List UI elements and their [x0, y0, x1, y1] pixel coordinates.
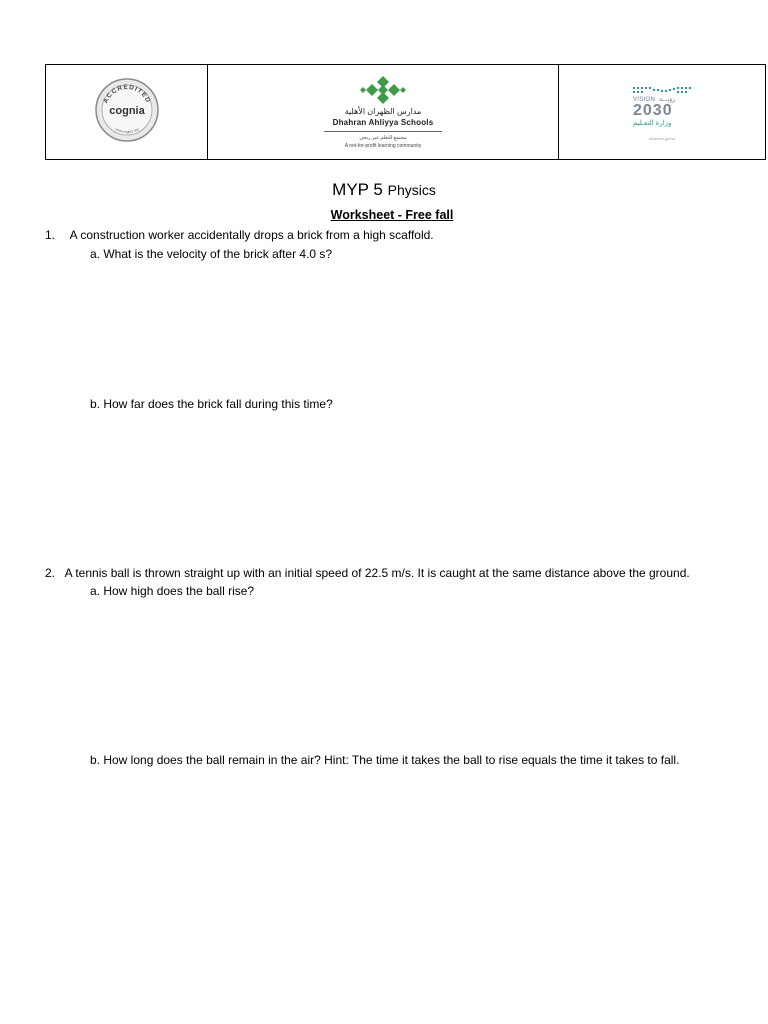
question-2a: a. How high does the ball rise?	[90, 584, 255, 598]
page-title	[0, 180, 768, 200]
school-name-arabic: مدارس الظهران الأهلية	[344, 107, 422, 116]
question-number: 1.	[45, 228, 56, 242]
logo-divider	[324, 131, 442, 132]
vision-dots-icon	[633, 87, 691, 96]
school-tagline-english: A not-for-profit learning community	[344, 143, 422, 149]
question-1a: a. What is the velocity of the brick after 4.0 s?	[90, 247, 333, 261]
school-emblem-icon	[360, 75, 406, 105]
question-1	[45, 228, 434, 242]
question-2	[45, 566, 690, 580]
question-2b: b. How long does the ball remain in the air? Hint: The time it takes the ball to rise equals the time it takes to fall.	[90, 753, 680, 767]
ministry-url: www.moe.gov.sa	[648, 137, 676, 141]
ministry-name-arabic: وزارة التعـليم	[633, 120, 672, 127]
vision-label: VISION	[633, 97, 656, 103]
school-name-english: Dhahran Ahliyya Schools	[332, 118, 434, 127]
subject-title: Physics	[387, 182, 436, 198]
question-stem: A construction worker accidentally drops a brick from a high scaffold.	[69, 228, 434, 242]
question-stem: A tennis ball is thrown straight up with an initial speed of 22.5 m/s. It is caught at the same distance above the ground.	[64, 566, 690, 580]
vision-label-arabic: رؤيـــة	[659, 97, 676, 103]
school-logo-cell	[208, 65, 559, 160]
course-title: MYP 5	[332, 180, 383, 199]
cognia-brand-text: cognia	[108, 104, 145, 117]
school-tagline-arabic: مجتمع للتعلم غير ربحي	[359, 135, 407, 141]
cognia-logo-cell	[46, 65, 208, 160]
seal-bottom-text: www.cognia.org	[114, 126, 139, 134]
header-logo-table	[45, 64, 766, 160]
cognia-accreditation-seal	[94, 77, 160, 143]
vision-year: 2030	[633, 102, 673, 119]
vision-2030-logo-cell	[559, 65, 766, 160]
worksheet-title: Worksheet - Free fall	[330, 208, 454, 222]
question-1b: b. How far does the brick fall during this time?	[90, 397, 333, 411]
seal-top-text: ACCREDITED	[101, 83, 152, 104]
question-number: 2.	[45, 566, 56, 580]
